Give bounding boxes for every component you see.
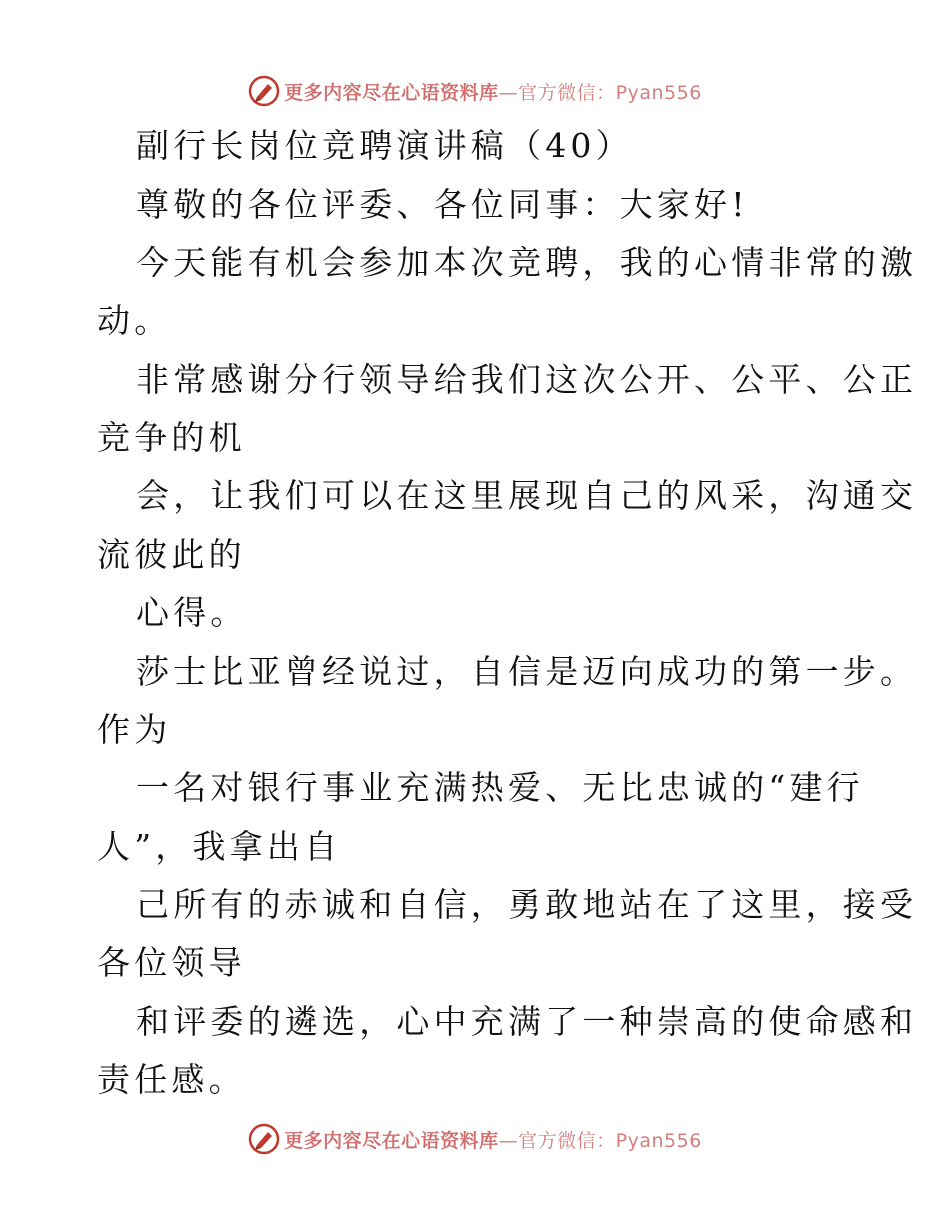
paragraph-line: 人”，我拿出自 [97, 827, 342, 866]
pen-logo-icon [248, 75, 280, 107]
paragraph-line: 会，让我们可以在这里展现自己的风采，沟通交 [136, 476, 918, 515]
watermark-text [284, 1126, 702, 1153]
footer-watermark [0, 1119, 950, 1159]
watermark-separator: — [498, 81, 519, 104]
watermark-separator: — [498, 1129, 519, 1152]
watermark-brand: 更多内容尽在心语资料库 [284, 1129, 499, 1152]
watermark-suffix: 官方微信：Pyan556 [518, 1129, 702, 1152]
paragraph-line: 非常感谢分行领导给我们这次公开、公平、公正 [136, 360, 918, 399]
paragraph-line: 各位领导 [97, 943, 246, 982]
watermark-text [284, 78, 702, 105]
paragraph-line: 竞争的机 [97, 418, 246, 457]
pen-logo-icon [248, 1123, 280, 1155]
watermark-brand: 更多内容尽在心语资料库 [284, 81, 499, 104]
paragraph-line: 今天能有机会参加本次竞聘，我的心情非常的激 [136, 243, 918, 282]
paragraph-line: 流彼此的 [97, 535, 246, 574]
paragraph-line: 动。 [97, 301, 172, 340]
watermark-suffix: 官方微信：Pyan556 [518, 81, 702, 104]
header-watermark [0, 71, 950, 111]
paragraph-line: 己所有的赤诚和自信，勇敢地站在了这里，接受 [136, 885, 918, 924]
paragraph-line: 心得。 [136, 593, 248, 632]
document-title: 副行长岗位竞聘演讲稿（40） [136, 126, 633, 165]
paragraph-line: 和评委的遴选，心中充满了一种崇高的使命感和 [136, 1002, 918, 1041]
paragraph-line: 一名对银行事业充满热爱、无比忠诚的“建行 [136, 768, 864, 807]
paragraph-line: 责任感。 [97, 1060, 246, 1099]
greeting-line: 尊敬的各位评委、各位同事：大家好! [136, 185, 749, 224]
paragraph-line: 作为 [97, 710, 172, 749]
paragraph-line: 莎士比亚曾经说过，自信是迈向成功的第一步。 [136, 652, 918, 691]
